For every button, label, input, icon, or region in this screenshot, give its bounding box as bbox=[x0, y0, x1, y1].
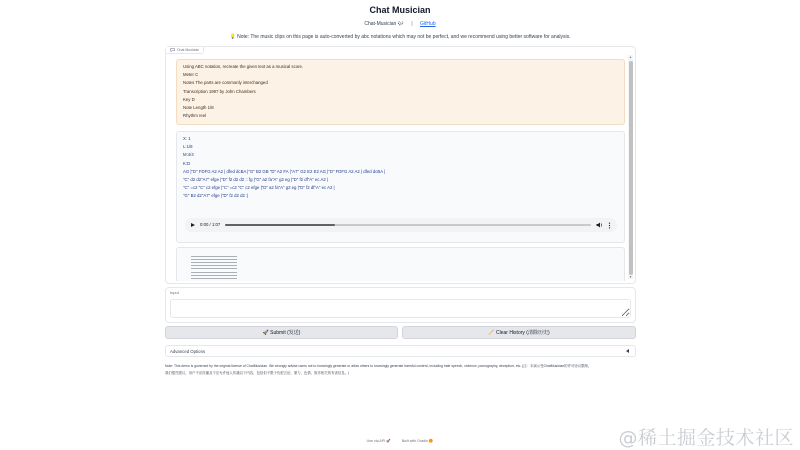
subtitle-separator: | bbox=[411, 21, 413, 27]
built-with-gradio-link[interactable]: Built with Gradio 🟠 bbox=[401, 439, 434, 443]
play-icon[interactable] bbox=[191, 223, 195, 227]
audio-progress-fill bbox=[225, 224, 335, 226]
scroll-up-icon[interactable]: ▲ bbox=[629, 55, 632, 59]
note-text: 💡 Note: The music clips on this page is auto-converted by abc notations which may not be perfect, and we recommend using better software for analysis. bbox=[229, 34, 571, 40]
input-textarea[interactable] bbox=[170, 299, 631, 318]
user-message-line: Notes The parts are commonly interchanged bbox=[183, 80, 268, 86]
user-message bbox=[176, 59, 625, 125]
input-label: Input bbox=[170, 290, 179, 295]
chat-bubble-icon bbox=[170, 48, 175, 52]
chat-scrollbar[interactable] bbox=[628, 55, 633, 279]
user-message-line: Key D bbox=[183, 96, 195, 102]
subtitle-name: Chat-Musician 🎶 bbox=[364, 21, 404, 27]
disclaimer-line: Note: This demo is governed by the original license of ChatMusician. We strongly advise users not to knowingly generate or allow others to knowingly generate harmful content, including hate speech, violence, pornography, deception, etc. (注：本演示受ChatMusician的许可协议限制。 bbox=[165, 364, 592, 368]
bot-message bbox=[176, 131, 625, 243]
caret-left-icon bbox=[626, 349, 629, 353]
abc-line: M:4/4 bbox=[183, 152, 194, 158]
clear-history-button[interactable]: 🧹 Clear History (清除历史) bbox=[402, 326, 636, 339]
user-message-line: Rhythm reel bbox=[183, 113, 207, 119]
watermark: @稀土掘金技术社区 bbox=[618, 427, 794, 449]
disclaimer-line: 我们强烈建议，用户不应传播及不应允许他人传播以下内容，包括但不限于仇恨言论、暴力、色情、欺诈相关的有害信息。) bbox=[165, 370, 350, 375]
user-message-line: Transcription 1997 by John Chambers bbox=[183, 88, 256, 94]
user-message-line: Note Length 1/8 bbox=[183, 105, 214, 111]
abc-line: X: 1 bbox=[183, 136, 191, 141]
chatbot-label-text: Chat Musician bbox=[177, 48, 200, 52]
api-link[interactable]: Use via API 🚀 bbox=[366, 439, 391, 443]
page-title: Chat Musician bbox=[369, 5, 431, 15]
github-link[interactable]: GitHub bbox=[420, 21, 436, 27]
abc-line: L:1/8 bbox=[183, 144, 193, 150]
audio-progress-track[interactable] bbox=[225, 224, 591, 226]
audio-time: 0:00 / 1:07 bbox=[200, 221, 221, 227]
abc-line: "C" =c2 "C" c2 efge |"C" =c2 "C" c2 efge |"D" a2 fa"A" g2 eg |"D" f2 df"A" ec A2 | bbox=[183, 185, 335, 191]
scroll-down-icon[interactable]: ▼ bbox=[629, 275, 632, 279]
chatbot-label bbox=[166, 47, 204, 54]
subtitle-row bbox=[0, 21, 800, 27]
advanced-options-label: Advanced Options bbox=[170, 348, 206, 354]
abc-line: AG |"D" FDFG A2 A2 | dfed dcBA |"G" B2 GB "D" A2 FA |"A7" G2 E2 E2 AG |"D" FDFG A2 A2 | dfed dcBA | bbox=[183, 168, 386, 174]
abc-line: "G" B2 d2"A7" efge |"D" f2 d2 d2 :| bbox=[183, 193, 249, 199]
submit-button[interactable]: 🚀 Submit (发送) bbox=[165, 326, 398, 339]
disclaimer-text bbox=[165, 363, 636, 377]
chat-scroll-area[interactable] bbox=[172, 55, 625, 281]
input-block bbox=[165, 287, 636, 323]
chatbot-panel bbox=[165, 46, 636, 284]
abc-line: K:D bbox=[183, 160, 191, 166]
user-message-line: Using ABC notation, recreate the given text as a musical score. bbox=[183, 64, 304, 69]
sheet-music-message bbox=[176, 247, 625, 281]
scrollbar-thumb[interactable] bbox=[629, 61, 633, 275]
volume-icon[interactable] bbox=[596, 222, 603, 228]
advanced-options-accordion[interactable] bbox=[165, 345, 636, 357]
abc-line: "C" d2 d2"A7" efge |"D" f2 d2 d2 :: fg |"G" a2 fa"A" g2 eg |"D" f2 df"A" ec A2 | bbox=[183, 177, 329, 183]
sheet-music-image bbox=[191, 256, 237, 281]
more-options-icon[interactable] bbox=[608, 222, 611, 229]
audio-player bbox=[185, 218, 617, 232]
user-message-line: Meter C bbox=[183, 72, 199, 78]
